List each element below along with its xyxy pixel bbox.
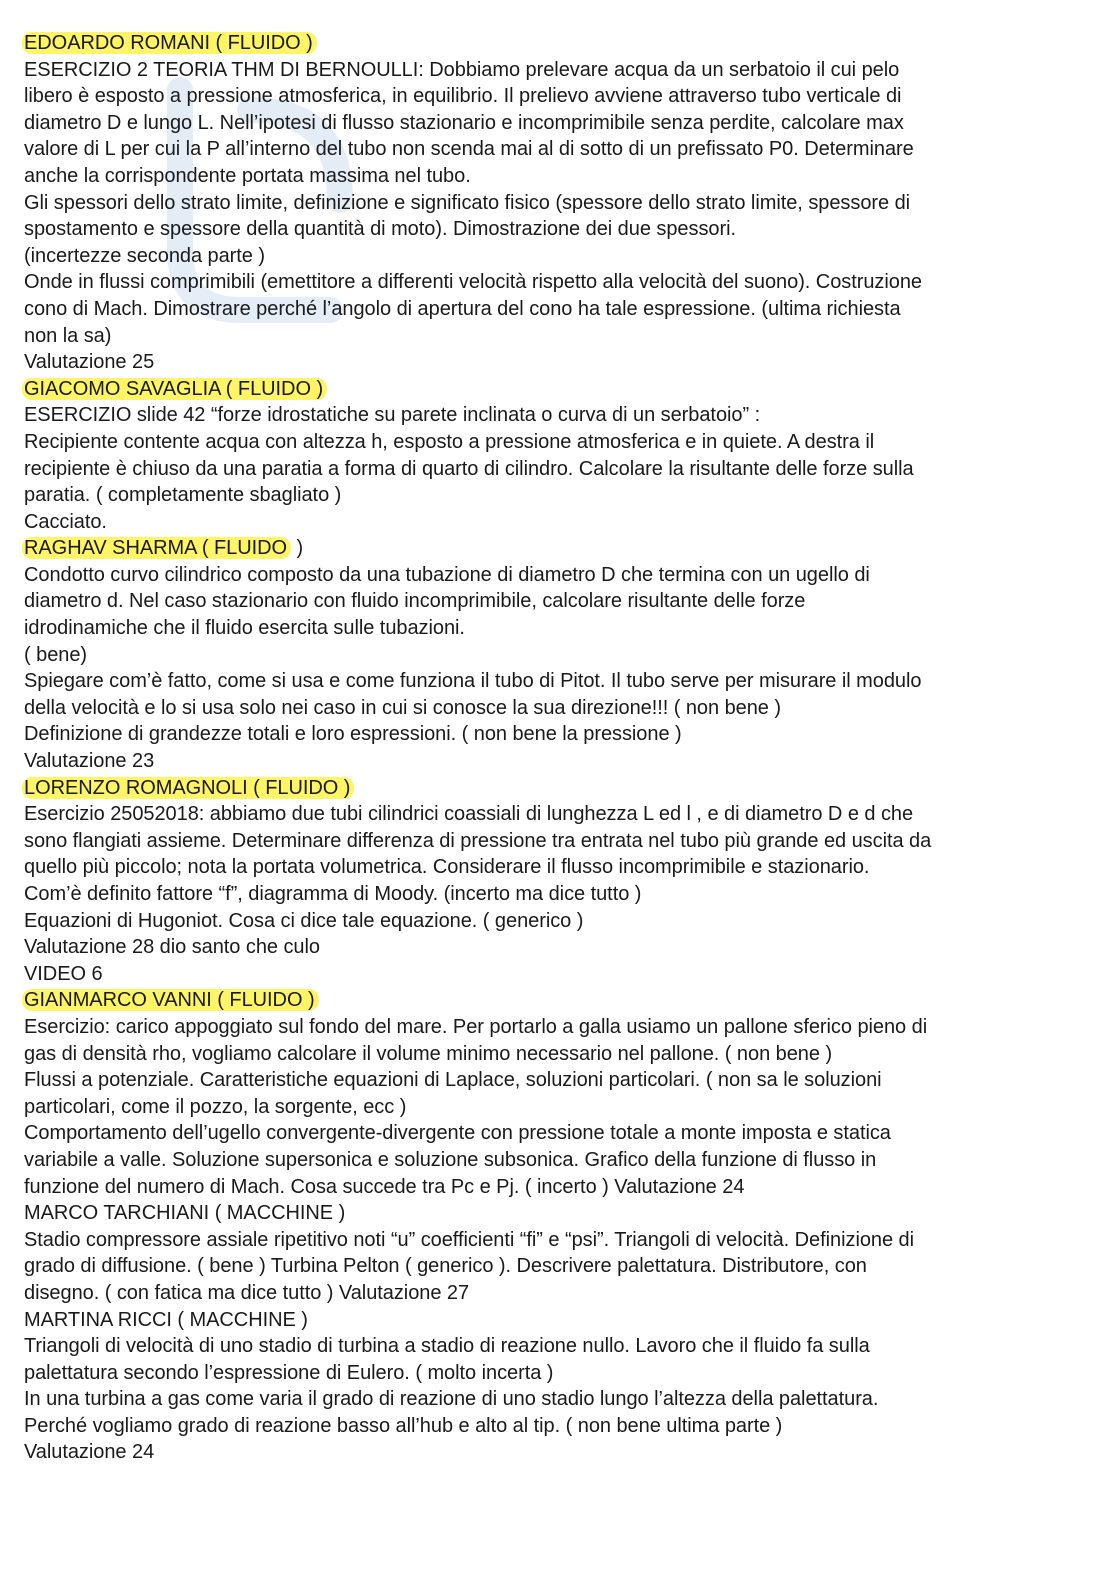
line-text: Condotto curvo cilindrico composto da una tubazione di diametro D che termina con un ugello di (24, 563, 870, 586)
text-line (24, 1253, 1096, 1280)
line-text: gas di densità rho, vogliamo calcolare il volume minimo necessario nel pallone. ( non bene ) (24, 1042, 833, 1065)
text-line (24, 562, 1096, 589)
student-heading (24, 535, 1096, 562)
text-line (24, 349, 1096, 376)
text-line (24, 323, 1096, 350)
line-text: Triangoli di velocità di uno stadio di turbina a stadio di reazione nullo. Lavoro che il fluido fa sulla (24, 1335, 870, 1358)
document-page (24, 30, 1096, 1466)
line-text: disegno. ( con fatica ma dice tutto ) Valutazione 27 (24, 1281, 470, 1304)
text-line (24, 136, 1096, 163)
text-line (24, 1147, 1096, 1174)
line-text: variabile a valle. Soluzione supersonica e soluzione subsonica. Grafico della funzione di flusso in (24, 1148, 877, 1171)
line-text: quello più piccolo; nota la portata volumetrica. Considerare il flusso incomprimibile e stazionario. (24, 856, 870, 879)
line-text: ESERCIZIO slide 42 “forze idrostatiche su parete inclinata o curva di un serbatoio” : (24, 404, 761, 427)
text-line (24, 828, 1096, 855)
text-line (24, 588, 1096, 615)
text-line (24, 57, 1096, 84)
line-text: Stadio compressore assiale ripetitivo noti “u” coefficienti “fi” e “psi”. Triangoli di velocità. Definizione di (24, 1228, 915, 1251)
text-line (24, 1041, 1096, 1068)
line-text: Gli spessori dello strato limite, definizione e significato fisico (spessore dello strato limite, spessore di (24, 191, 911, 214)
text-line (24, 110, 1096, 137)
text-line (24, 748, 1096, 775)
text-line (24, 1386, 1096, 1413)
text-line (24, 801, 1096, 828)
text-line (24, 296, 1096, 323)
line-text: In una turbina a gas come varia il grado di reazione di uno stadio lungo l’altezza della palettatura. (24, 1388, 879, 1411)
line-text: Valutazione 23 (24, 750, 155, 773)
line-text: della velocità e lo si usa solo nei caso in cui si conosce la sua direzione!!! ( non bene ) (24, 696, 781, 719)
line-text: valore di L per cui la P all’interno del tubo non scenda mai al di sotto di un prefissato P0. Determinare (24, 138, 914, 161)
text-line (24, 402, 1096, 429)
text-line (24, 482, 1096, 509)
text-line (24, 456, 1096, 483)
line-text: particolari, come il pozzo, la sorgente, ecc ) (24, 1095, 407, 1118)
highlighted-name: GIACOMO SAVAGLIA ( FLUIDO ) (22, 378, 327, 400)
text-line (24, 1014, 1096, 1041)
text-line (24, 1307, 1096, 1334)
highlighted-name: EDOARDO ROMANI ( FLUIDO ) (22, 32, 317, 54)
line-text: Valutazione 28 dio santo che culo (24, 936, 320, 959)
highlighted-name: LORENZO ROMAGNOLI ( FLUIDO ) (22, 777, 354, 799)
text-line (24, 721, 1096, 748)
student-heading (24, 987, 1096, 1014)
line-text: (incertezze seconda parte ) (24, 244, 265, 267)
text-line (24, 190, 1096, 217)
text-line (24, 269, 1096, 296)
text-line (24, 83, 1096, 110)
text-line (24, 1067, 1096, 1094)
line-text: Recipiente contente acqua con altezza h, esposto a pressione atmosferica e in quiete. A destra il (24, 430, 875, 453)
text-line (24, 1200, 1096, 1227)
text-line (24, 1227, 1096, 1254)
line-text: Definizione di grandezze totali e loro espressioni. ( non bene la pressione ) (24, 723, 682, 746)
line-tail: ) (291, 537, 304, 560)
highlighted-name: RAGHAV SHARMA ( FLUIDO (22, 537, 291, 559)
line-text: sono flangiati assieme. Determinare differenza di pressione tra entrata nel tubo più grande ed uscita da (24, 829, 932, 852)
line-text: Esercizio 25052018: abbiamo due tubi cilindrici coassiali di lunghezza L ed l , e di diametro D e d che (24, 803, 914, 826)
student-heading (24, 775, 1096, 802)
line-text: Flussi a potenziale. Caratteristiche equazioni di Laplace, soluzioni particolari. ( non sa le soluzioni (24, 1069, 882, 1092)
text-line (24, 854, 1096, 881)
text-line (24, 1094, 1096, 1121)
line-text: funzione del numero di Mach. Cosa succede tra Pc e Pj. ( incerto ) Valutazione 24 (24, 1175, 745, 1198)
text-line (24, 908, 1096, 935)
line-text: Spiegare com’è fatto, come si usa e come funziona il tubo di Pitot. Il tubo serve per misurare il modulo (24, 670, 922, 693)
text-line (24, 1174, 1096, 1201)
student-heading (24, 30, 1096, 57)
line-text: MARTINA RICCI ( MACCHINE ) (24, 1308, 308, 1331)
text-line (24, 695, 1096, 722)
line-text: Com’è definito fattore “f”, diagramma di Moody. (incerto ma dice tutto ) (24, 883, 642, 905)
line-text: Comportamento dell’ugello convergente-divergente con pressione totale a monte imposta e statica (24, 1122, 891, 1145)
line-text: recipiente è chiuso da una paratia a forma di quarto di cilindro. Calcolare la risultante delle forze sulla (24, 457, 914, 480)
text-line (24, 216, 1096, 243)
line-text: diametro d. Nel caso stazionario con fluido incomprimibile, calcolare risultante delle forze (24, 590, 806, 613)
highlighted-name: GIANMARCO VANNI ( FLUIDO ) (22, 989, 319, 1011)
line-text: grado di diffusione. ( bene ) Turbina Pelton ( generico ). Descrivere palettatura. Distributore, con (24, 1255, 867, 1278)
text-line (24, 1120, 1096, 1147)
text-line (24, 1360, 1096, 1387)
text-line (24, 1413, 1096, 1440)
line-text: spostamento e spessore della quantità di moto). Dimostrazione dei due spessori. (24, 218, 736, 241)
line-text: palettatura secondo l’espressione di Eulero. ( molto incerta ) (24, 1361, 554, 1384)
line-text: Equazioni di Hugoniot. Cosa ci dice tale equazione. ( generico ) (24, 909, 584, 932)
line-text: non la sa) (24, 324, 112, 347)
line-text: Onde in flussi comprimibili (emettitore a differenti velocità rispetto alla velocità del suono). Costruzione (24, 271, 922, 294)
line-text: MARCO TARCHIANI ( MACCHINE ) (24, 1202, 346, 1225)
line-text: libero è esposto a pressione atmosferica, in equilibrio. Il prelievo avviene attraverso tubo verticale di (24, 85, 902, 108)
text-line (24, 1439, 1096, 1466)
line-text: cono di Mach. Dimostrare perché l’angolo di apertura del cono ha tale espressione. (ultima richiesta (24, 297, 901, 320)
line-text: Perché vogliamo grado di reazione basso all’hub e alto al tip. ( non bene ultima parte ) (24, 1414, 783, 1437)
line-text: VIDEO 6 (24, 962, 103, 985)
line-text: Cacciato. (24, 510, 107, 533)
text-line (24, 615, 1096, 642)
line-text: ( bene) (24, 643, 88, 666)
text-line (24, 881, 1096, 908)
student-heading (24, 376, 1096, 403)
line-text: paratia. ( completamente sbagliato ) (24, 484, 342, 507)
line-text: Esercizio: carico appoggiato sul fondo del mare. Per portarlo a galla usiamo un pallone sferico pieno di (24, 1015, 928, 1038)
line-text: Valutazione 25 (24, 351, 155, 374)
text-line (24, 1280, 1096, 1307)
text-line (24, 163, 1096, 190)
text-line (24, 429, 1096, 456)
line-text: anche la corrispondente portata massima nel tubo. (24, 164, 471, 187)
text-line (24, 243, 1096, 270)
text-line (24, 934, 1096, 961)
text-line (24, 642, 1096, 669)
line-text: ESERCIZIO 2 TEORIA THM DI BERNOULLI: Dobbiamo prelevare acqua da un serbatoio il cui pelo (24, 58, 900, 81)
text-line (24, 961, 1096, 988)
line-text: Valutazione 24 (24, 1441, 155, 1464)
line-text: idrodinamiche che il fluido esercita sulle tubazioni. (24, 617, 465, 640)
text-line (24, 1333, 1096, 1360)
text-line (24, 668, 1096, 695)
line-text: diametro D e lungo L. Nell’ipotesi di flusso stazionario e incomprimibile senza perdite, calcolare max (24, 111, 904, 134)
text-line (24, 509, 1096, 536)
